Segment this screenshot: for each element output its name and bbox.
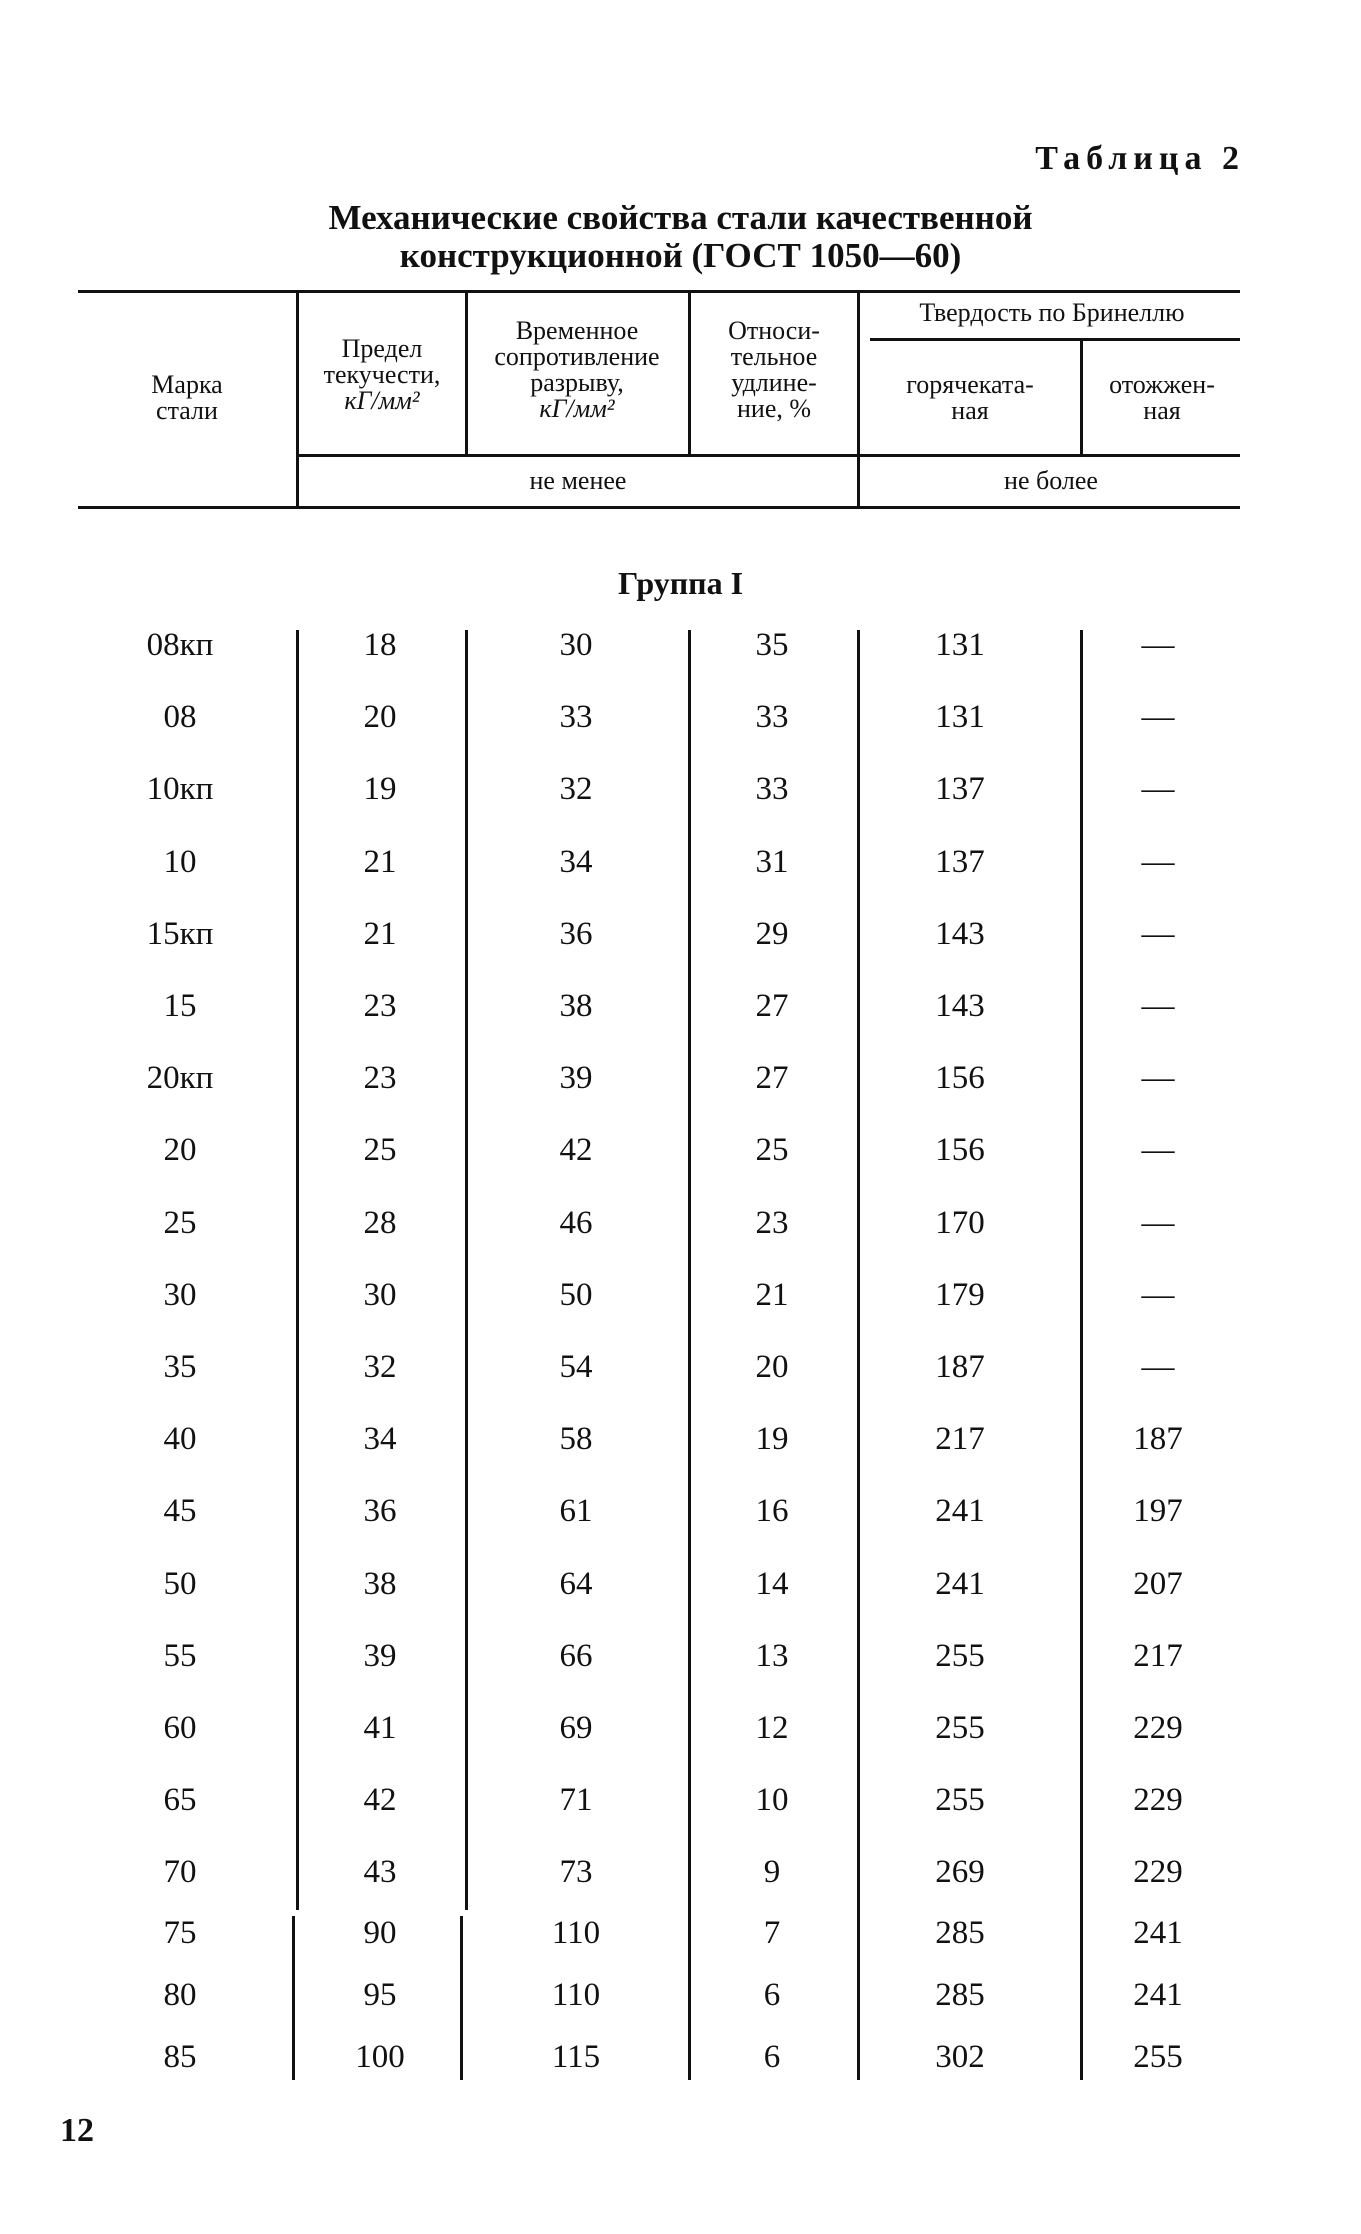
steel-grade-cell: 75 bbox=[163, 1915, 197, 1951]
value-cell: 34 bbox=[559, 843, 593, 880]
value-cell: 32 bbox=[559, 771, 593, 808]
value-cell: 41 bbox=[363, 1710, 397, 1746]
value-cell: 25 bbox=[363, 1132, 397, 1169]
value-cell: 9 bbox=[763, 1854, 781, 1891]
value-cell: 13 bbox=[755, 1637, 789, 1674]
value-cell: 27 bbox=[755, 1060, 789, 1097]
header-grade: Марка стали bbox=[151, 370, 223, 425]
body-divider bbox=[465, 630, 468, 1910]
steel-grade-cell: 65 bbox=[163, 1782, 197, 1819]
header-divider bbox=[296, 292, 299, 506]
value-cell: 217 bbox=[935, 1421, 985, 1458]
value-cell: 35 bbox=[755, 627, 789, 663]
body-divider bbox=[460, 1916, 463, 2080]
steel-grade-cell: 08 bbox=[163, 699, 197, 736]
value-cell: 179 bbox=[935, 1276, 985, 1313]
header-units-rule bbox=[298, 454, 1240, 457]
value-cell: 197 bbox=[1133, 1493, 1183, 1530]
page-number: 12 bbox=[60, 2112, 94, 2149]
steel-grade-cell: 08кп bbox=[146, 627, 214, 663]
value-cell: 32 bbox=[363, 1349, 397, 1385]
value-cell: 54 bbox=[559, 1349, 593, 1385]
value-cell: 229 bbox=[1133, 1782, 1183, 1819]
value-cell: 66 bbox=[559, 1637, 593, 1674]
value-cell: 255 bbox=[1133, 2039, 1183, 2075]
steel-grade-cell: 15кп bbox=[146, 915, 214, 952]
brinell-subheader-rule bbox=[870, 338, 1240, 341]
header-elongation: Относи- тельное удлине- ние, % bbox=[728, 316, 820, 423]
value-cell: 19 bbox=[363, 771, 397, 808]
value-cell: 131 bbox=[935, 699, 985, 736]
value-cell: — bbox=[1141, 1060, 1175, 1097]
value-cell: 39 bbox=[559, 1060, 593, 1097]
steel-grade-cell: 85 bbox=[163, 2039, 197, 2075]
value-cell: 187 bbox=[935, 1349, 985, 1385]
value-cell: 143 bbox=[935, 915, 985, 952]
value-cell: 23 bbox=[755, 1204, 789, 1241]
header-annealed: отожжен- ная bbox=[1109, 370, 1215, 425]
value-cell: — bbox=[1141, 1276, 1175, 1313]
value-cell: 38 bbox=[559, 988, 593, 1024]
header-yield-strength: Предел текучести, кГ/мм² bbox=[323, 334, 441, 415]
table-title-line-1: Механические свойства стали качественной bbox=[328, 198, 1033, 237]
value-cell: 241 bbox=[1133, 1915, 1183, 1951]
value-cell: 14 bbox=[755, 1565, 789, 1602]
value-cell: 29 bbox=[755, 915, 789, 952]
value-cell: 21 bbox=[363, 915, 397, 952]
value-cell: 27 bbox=[755, 988, 789, 1024]
value-cell: 255 bbox=[935, 1637, 985, 1674]
value-cell: 21 bbox=[755, 1276, 789, 1313]
value-cell: 19 bbox=[755, 1421, 789, 1458]
value-cell: — bbox=[1141, 915, 1175, 952]
header-brinell-hardness: Твердость по Бринеллю bbox=[919, 298, 1185, 327]
value-cell: 6 bbox=[763, 2039, 781, 2075]
steel-grade-cell: 10 bbox=[163, 843, 197, 880]
value-cell: 241 bbox=[1133, 1977, 1183, 2013]
body-divider bbox=[688, 630, 691, 2080]
value-cell: 58 bbox=[559, 1421, 593, 1458]
value-cell: 33 bbox=[755, 771, 789, 808]
value-cell: 31 bbox=[755, 843, 789, 880]
value-cell: — bbox=[1141, 699, 1175, 736]
body-divider bbox=[292, 1916, 295, 2080]
value-cell: 33 bbox=[755, 699, 789, 736]
steel-grade-cell: 25 bbox=[163, 1204, 197, 1241]
value-cell: 137 bbox=[935, 843, 985, 880]
value-cell: 30 bbox=[559, 627, 593, 663]
steel-grade-cell: 35 bbox=[163, 1349, 197, 1385]
value-cell: 187 bbox=[1133, 1421, 1183, 1458]
steel-grade-cell: 55 bbox=[163, 1637, 197, 1674]
value-cell: 36 bbox=[559, 915, 593, 952]
value-cell: — bbox=[1141, 771, 1175, 808]
value-cell: 23 bbox=[363, 1060, 397, 1097]
steel-grade-cell: 80 bbox=[163, 1977, 197, 2013]
value-cell: 23 bbox=[363, 988, 397, 1024]
steel-grade-cell: 15 bbox=[163, 988, 197, 1024]
value-cell: 21 bbox=[363, 843, 397, 880]
header-divider bbox=[857, 292, 860, 506]
header-not-less: не менее bbox=[529, 466, 627, 495]
steel-grade-cell: 20 bbox=[163, 1132, 197, 1169]
header-hot-rolled: горячеката- ная bbox=[906, 370, 1034, 425]
value-cell: 217 bbox=[1133, 1637, 1183, 1674]
value-cell: 28 bbox=[363, 1204, 397, 1241]
value-cell: 95 bbox=[363, 1977, 397, 2013]
steel-grade-cell: 10кп bbox=[146, 771, 214, 808]
body-divider bbox=[296, 630, 299, 1910]
value-cell: 7 bbox=[763, 1915, 781, 1951]
value-cell: 269 bbox=[935, 1854, 985, 1891]
header-divider bbox=[1080, 340, 1083, 454]
value-cell: 229 bbox=[1133, 1710, 1183, 1746]
value-cell: 241 bbox=[935, 1565, 985, 1602]
value-cell: — bbox=[1141, 843, 1175, 880]
value-cell: 143 bbox=[935, 988, 985, 1024]
steel-grade-cell: 45 bbox=[163, 1493, 197, 1530]
steel-grade-cell: 40 bbox=[163, 1421, 197, 1458]
value-cell: 255 bbox=[935, 1710, 985, 1746]
value-cell: — bbox=[1141, 627, 1175, 663]
value-cell: 73 bbox=[559, 1854, 593, 1891]
value-cell: 255 bbox=[935, 1782, 985, 1819]
value-cell: 18 bbox=[363, 627, 397, 663]
value-cell: 170 bbox=[935, 1204, 985, 1241]
value-cell: 36 bbox=[363, 1493, 397, 1530]
value-cell: 100 bbox=[355, 2039, 405, 2075]
header-bottom-rule bbox=[78, 506, 1240, 509]
value-cell: 285 bbox=[935, 1915, 985, 1951]
value-cell: 64 bbox=[559, 1565, 593, 1602]
value-cell: 285 bbox=[935, 1977, 985, 2013]
header-divider bbox=[688, 292, 691, 454]
steel-grade-cell: 50 bbox=[163, 1565, 197, 1602]
value-cell: 207 bbox=[1133, 1565, 1183, 1602]
value-cell: 115 bbox=[551, 2039, 601, 2075]
table-label: Таблица 2 bbox=[1035, 140, 1245, 177]
value-cell: 61 bbox=[559, 1493, 593, 1530]
value-cell: 43 bbox=[363, 1854, 397, 1891]
value-cell: 39 bbox=[363, 1637, 397, 1674]
value-cell: 6 bbox=[763, 1977, 781, 2013]
value-cell: 90 bbox=[363, 1915, 397, 1951]
value-cell: 20 bbox=[363, 699, 397, 736]
value-cell: 20 bbox=[755, 1349, 789, 1385]
group-label: Группа I bbox=[617, 565, 744, 601]
value-cell: 71 bbox=[559, 1782, 593, 1819]
value-cell: 50 bbox=[559, 1276, 593, 1313]
value-cell: 30 bbox=[363, 1276, 397, 1313]
table-title-line-2: конструкционной (ГОСТ 1050—60) bbox=[399, 236, 962, 275]
value-cell: 137 bbox=[935, 771, 985, 808]
steel-grade-cell: 70 bbox=[163, 1854, 197, 1891]
value-cell: — bbox=[1141, 1204, 1175, 1241]
header-tensile-strength: Временное сопротивление разрыву, кГ/мм² bbox=[494, 316, 660, 423]
value-cell: 38 bbox=[363, 1565, 397, 1602]
value-cell: 110 bbox=[551, 1977, 601, 2013]
value-cell: 302 bbox=[935, 2039, 985, 2075]
value-cell: 12 bbox=[755, 1710, 789, 1746]
value-cell: 10 bbox=[755, 1782, 789, 1819]
value-cell: 16 bbox=[755, 1493, 789, 1530]
steel-grade-cell: 60 bbox=[163, 1710, 197, 1746]
value-cell: — bbox=[1141, 1132, 1175, 1169]
header-not-more: не более bbox=[1004, 466, 1098, 495]
value-cell: 69 bbox=[559, 1710, 593, 1746]
header-top-rule bbox=[78, 290, 1240, 293]
value-cell: 229 bbox=[1133, 1854, 1183, 1891]
value-cell: 241 bbox=[935, 1493, 985, 1530]
value-cell: 46 bbox=[559, 1204, 593, 1241]
steel-grade-cell: 30 bbox=[163, 1276, 197, 1313]
value-cell: 42 bbox=[559, 1132, 593, 1169]
value-cell: 110 bbox=[551, 1915, 601, 1951]
value-cell: — bbox=[1141, 1349, 1175, 1385]
value-cell: 33 bbox=[559, 699, 593, 736]
value-cell: 131 bbox=[935, 627, 985, 663]
steel-grade-cell: 20кп bbox=[146, 1060, 214, 1097]
value-cell: 25 bbox=[755, 1132, 789, 1169]
value-cell: — bbox=[1141, 988, 1175, 1024]
value-cell: 34 bbox=[363, 1421, 397, 1458]
value-cell: 156 bbox=[935, 1060, 985, 1097]
value-cell: 42 bbox=[363, 1782, 397, 1819]
value-cell: 156 bbox=[935, 1132, 985, 1169]
